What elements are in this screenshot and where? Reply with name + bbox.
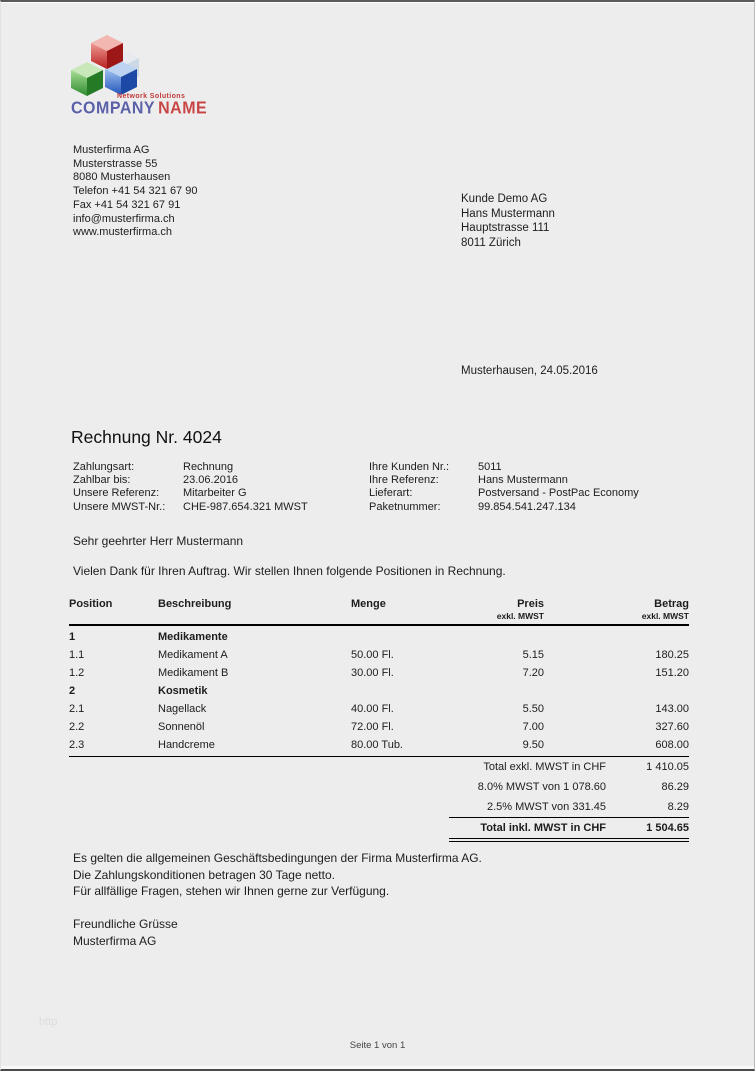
terms-line: Die Zahlungskonditionen betragen 30 Tage netto. <box>73 867 335 882</box>
logo-company-name <box>71 99 207 119</box>
detail-value: Mitarbeiter G <box>183 487 247 500</box>
cell-position: 1 <box>69 631 76 643</box>
cell-price: 5.50 <box>522 703 544 715</box>
detail-row <box>73 474 308 487</box>
closing-greeting: Freundliche Grüsse <box>73 917 178 931</box>
detail-value: Hans Mustermann <box>478 474 568 487</box>
detail-row <box>73 461 308 474</box>
cell-price: 7.00 <box>522 721 544 733</box>
recipient-address-block <box>461 192 555 250</box>
intro-text: Vielen Dank für Ihren Auftrag. Wir stellen Ihnen folgende Positionen in Rechnung. <box>73 564 506 578</box>
detail-row <box>369 501 639 514</box>
recipient-company: Kunde Demo AG <box>461 193 548 205</box>
detail-value: 23.06.2016 <box>183 474 239 487</box>
col-header-quantity: Menge <box>351 598 386 610</box>
grand-total-value: 1 504.65 <box>646 822 689 834</box>
terms-line: Für allfällige Fragen, stehen wir Ihnen gerne zur Verfügung. <box>73 884 390 898</box>
cell-quantity: 72.00 Fl. <box>351 721 394 733</box>
logo-name-part1: COMPANY <box>71 99 156 119</box>
total-row-vat8 <box>69 777 689 797</box>
total-row-excl <box>69 757 689 777</box>
col-header-price-sub: exkl. MWST <box>496 611 544 621</box>
detail-value: Postversand - PostPac Economy <box>478 487 639 500</box>
sender-email: info@musterfirma.ch <box>73 212 175 225</box>
cell-description: Medikamente <box>158 631 228 643</box>
detail-label: Ihre Kunden Nr.: <box>369 461 450 473</box>
col-header-amount-label: Betrag <box>654 598 689 610</box>
total-row-vat25 <box>69 797 689 817</box>
recipient-city: 8011 Zürich <box>461 236 521 249</box>
logo-cubes-icon <box>65 30 215 100</box>
cell-price: 7.20 <box>522 667 544 679</box>
col-header-price-label: Preis <box>517 598 544 610</box>
cell-amount: 608.00 <box>655 739 689 751</box>
grand-total-label: Total inkl. MWST in CHF <box>480 822 606 834</box>
detail-value: Rechnung <box>183 461 234 473</box>
cell-quantity: 50.00 Fl. <box>351 649 394 661</box>
detail-value: CHE-987.654.321 MWST <box>183 500 308 513</box>
detail-label: Ihre Referenz: <box>369 474 439 487</box>
cell-position: 1.2 <box>69 667 85 679</box>
invoice-details-left <box>73 461 308 514</box>
detail-row <box>369 487 639 500</box>
sender-phone: Telefon +41 54 321 67 90 <box>73 185 198 198</box>
closing-company: Musterfirma AG <box>73 933 157 948</box>
cell-price: 9.50 <box>522 739 544 751</box>
watermark-text: http <box>39 1016 58 1028</box>
cell-position: 2.3 <box>69 739 85 751</box>
cell-description: Sonnenöl <box>158 721 205 733</box>
detail-row <box>369 461 639 474</box>
cell-quantity: 30.00 Fl. <box>351 667 394 679</box>
total-value: 1 410.05 <box>646 761 689 773</box>
invoice-title: Rechnung Nr. 4024 <box>71 427 222 447</box>
table-header-row <box>69 598 689 626</box>
sender-company: Musterfirma AG <box>73 144 150 156</box>
sender-fax: Fax +41 54 321 67 91 <box>73 198 181 211</box>
detail-label: Paketnummer: <box>369 500 441 513</box>
detail-value: 5011 <box>478 461 502 473</box>
cell-description: Handcreme <box>158 739 215 751</box>
totals-section <box>69 757 689 842</box>
table-row-group <box>69 682 689 700</box>
sender-street: Musterstrasse 55 <box>73 157 158 170</box>
cell-description: Nagellack <box>158 703 207 715</box>
recipient-street: Hauptstrasse 111 <box>461 222 550 235</box>
company-logo <box>65 30 225 126</box>
cell-description: Medikament B <box>158 667 229 679</box>
table-row <box>69 646 689 664</box>
detail-row <box>369 474 639 487</box>
detail-row <box>73 487 308 500</box>
detail-row <box>73 501 308 514</box>
total-label: Total exkl. MWST in CHF <box>483 761 606 773</box>
table-body <box>69 626 689 757</box>
detail-label: Unsere Referenz: <box>73 487 160 500</box>
logo-tagline: Network Solutions <box>117 93 186 100</box>
cell-description: Medikament A <box>158 649 228 661</box>
total-label: 8.0% MWST von 1 078.60 <box>477 781 606 793</box>
detail-label: Zahlbar bis: <box>73 474 131 487</box>
cell-amount: 151.20 <box>655 667 689 679</box>
terms-block <box>73 850 482 900</box>
cell-amount: 180.25 <box>655 649 689 661</box>
cell-quantity: 80.00 Tub. <box>351 739 403 751</box>
total-value: 8.29 <box>667 801 689 813</box>
recipient-name: Hans Mustermann <box>461 207 555 220</box>
total-label: 2.5% MWST von 331.45 <box>486 801 606 813</box>
place-date-line: Musterhausen, 24.05.2016 <box>461 365 598 377</box>
cell-position: 1.1 <box>69 649 85 661</box>
table-row <box>69 700 689 718</box>
cell-quantity: 40.00 Fl. <box>351 703 394 715</box>
salutation: Sehr geehrter Herr Mustermann <box>73 534 244 548</box>
table-row <box>69 664 689 682</box>
col-header-position: Position <box>69 598 113 610</box>
invoice-details-right <box>369 461 639 514</box>
cell-price: 5.15 <box>522 649 544 661</box>
col-header-price <box>459 598 544 624</box>
cell-position: 2.2 <box>69 721 85 733</box>
table-row <box>69 718 689 736</box>
detail-label: Zahlungsart: <box>73 461 135 473</box>
detail-label: Unsere MWST-Nr.: <box>73 500 166 513</box>
cell-position: 2 <box>69 685 76 697</box>
detail-label: Lieferart: <box>369 487 413 500</box>
logo-name-part2: NAME <box>158 99 208 119</box>
closing-block <box>73 916 178 949</box>
col-header-amount-sub: exkl. MWST <box>641 611 689 621</box>
detail-value: 99.854.541.247.134 <box>478 500 576 513</box>
cell-amount: 327.60 <box>655 721 689 733</box>
total-value: 86.29 <box>661 781 689 793</box>
table-row-group <box>69 628 689 646</box>
sender-address-block <box>73 144 197 240</box>
page-number: Seite 1 von 1 <box>349 1040 406 1051</box>
cell-description: Kosmetik <box>158 685 208 697</box>
sender-website: www.musterfirma.ch <box>73 226 173 239</box>
cell-position: 2.1 <box>69 703 85 715</box>
sender-city: 8080 Musterhausen <box>73 171 171 184</box>
table-row <box>69 736 689 754</box>
grand-total-row <box>449 817 689 842</box>
items-table <box>69 598 689 842</box>
terms-line: Es gelten die allgemeinen Geschäftsbedingungen der Firma Musterfirma AG. <box>73 851 482 865</box>
cell-amount: 143.00 <box>655 703 689 715</box>
col-header-description: Beschreibung <box>158 598 232 610</box>
col-header-amount <box>544 598 689 624</box>
